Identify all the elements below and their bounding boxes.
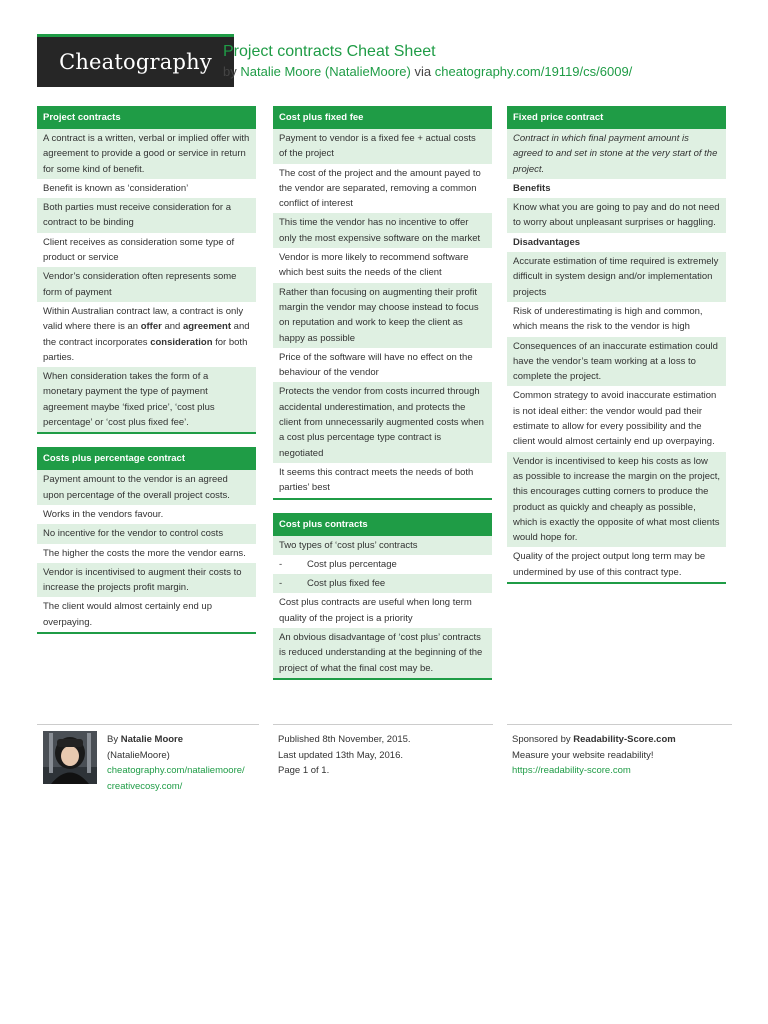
- byline: [223, 63, 632, 81]
- table-row: [507, 252, 726, 302]
- row-text: It seems this contract meets the needs of both parties’ best: [279, 466, 474, 494]
- footer-publish-info: [278, 732, 411, 779]
- row-text: Two types of ‘cost plus’ contracts: [279, 539, 418, 551]
- table-row: [273, 248, 492, 283]
- section-title: Fixed price contract: [507, 106, 726, 129]
- footer-updated: Last updated 13th May, 2016.: [278, 749, 403, 761]
- row-text: Common strategy to avoid inaccurate estimation is not ideal either: the vendor would pad their estimate to allow for every possibility and the client would almost certainly end up overpaying.: [513, 390, 717, 448]
- footer-author-line: [107, 732, 245, 748]
- author-avatar: [43, 731, 97, 784]
- section-box: [37, 447, 256, 634]
- table-row: [273, 348, 492, 383]
- table-row: [507, 452, 726, 548]
- table-row: [37, 367, 256, 432]
- table-row: [37, 563, 256, 598]
- footer-sponsor-tagline: Measure your website readability!: [512, 749, 654, 761]
- row-text: The client would almost certainly end up overpaying.: [43, 601, 212, 628]
- footer-page: Page 1 of 1.: [278, 765, 330, 776]
- table-row: [507, 337, 726, 387]
- footer-author-handle: (NatalieMoore): [107, 749, 170, 761]
- row-text: Both parties must receive consideration for a contract to be binding: [43, 202, 231, 229]
- section-title: Cost plus contracts: [273, 513, 492, 536]
- row-text: When consideration takes the form of a monetary payment the type of payment agreement maybe ‘fixed price’, ‘cost plus percentage’ or ‘cost plus fixed fee’.: [43, 371, 215, 429]
- row-text: Vendor is incentivised to keep his costs as low as possible to increase the margin on the project, this encourages cutting corners to produce the product as quickly and cheaply as possible, which is exactly the opposite of what most clients would hope for.: [513, 455, 721, 544]
- section-box: [273, 513, 492, 680]
- sheet-url-link[interactable]: cheatography.com/19119/cs/6009/: [434, 64, 633, 79]
- row-text: Rather than focusing on augmenting their profit margin the vendor may choose instead to focus on reputation and work to keep the client as happy as possible: [279, 286, 479, 344]
- footer-sponsor-prefix: Sponsored by: [512, 734, 571, 745]
- row-text: Accurate estimation of time required is extremely difficult in system design and/or implementation projects: [513, 256, 719, 298]
- table-row: [273, 213, 492, 248]
- table-row: [37, 233, 256, 268]
- subheading-row: [507, 233, 726, 252]
- table-row: [273, 628, 492, 678]
- row-text: Contract in which final payment amount is agreed to and set in stone at the very start of the project.: [513, 133, 718, 175]
- section-box: [507, 106, 726, 584]
- row-text: Consequences of an inaccurate estimation could have the vendor’s team working at a loss to complete the project.: [513, 340, 718, 383]
- row-text: An obvious disadvantage of ‘cost plus’ contracts is reduced understanding at the beginning of the project of what the final cost may be.: [279, 632, 483, 674]
- footer-divider-2: [273, 724, 493, 725]
- row-text: Protects the vendor from costs incurred through accidental underestimation, and protects the client from unnecessarily augmented costs when a cost plus percentage type contract is negotiated: [279, 386, 484, 459]
- section-title: Cost plus fixed fee: [273, 106, 492, 129]
- footer: [37, 724, 732, 794]
- footer-published: Published 8th November, 2015.: [278, 734, 411, 745]
- row-text: The cost of the project and the amount payed to the vendor are separated, removing a common conflict of interest: [279, 167, 481, 210]
- table-row: [37, 129, 256, 179]
- byline-via: via: [414, 64, 432, 79]
- column-2: [273, 106, 492, 693]
- row-text: Vendor is more likely to recommend software which best suits the needs of the client: [279, 252, 469, 279]
- row-text: A contract is a written, verbal or implied offer with agreement to provide a good or service in return for some kind of benefit.: [43, 133, 250, 175]
- section-title: Costs plus percentage contract: [37, 447, 256, 470]
- footer-website-link[interactable]: creativecosy.com/: [107, 780, 183, 792]
- page-title: Project contracts Cheat Sheet: [223, 43, 436, 60]
- table-row: [37, 198, 256, 233]
- section-box: [37, 106, 256, 434]
- footer-sponsor-name: Readability-Score.com: [573, 734, 676, 745]
- row-text: Works in the vendors favour.: [43, 508, 164, 520]
- header: [37, 34, 732, 90]
- table-row: [273, 463, 492, 498]
- row-text: No incentive for the vendor to control costs: [43, 528, 224, 540]
- row-text: Benefits: [513, 182, 551, 194]
- table-row: [37, 505, 256, 524]
- footer-divider-1: [37, 724, 259, 725]
- table-row: [507, 386, 726, 451]
- section-title: Project contracts: [37, 106, 256, 129]
- row-text: Disadvantages: [513, 236, 581, 248]
- table-row: [37, 267, 256, 302]
- row-text: Risk of underestimating is high and common, which means the risk to the vendor is high: [513, 305, 703, 333]
- cheatography-logo[interactable]: [37, 34, 234, 87]
- table-row: [273, 129, 492, 164]
- logo-text: Cheatography: [59, 50, 212, 74]
- row-text: Payment amount to the vendor is an agreed upon percentage of the overall project costs.: [43, 474, 230, 501]
- row-text: The higher the costs the more the vendor earns.: [43, 547, 246, 559]
- table-row: [273, 593, 492, 628]
- table-row: [37, 597, 256, 632]
- footer-sponsor: [512, 732, 676, 779]
- author-photo-icon: [43, 731, 97, 784]
- table-row: [37, 302, 256, 367]
- table-row: [507, 129, 726, 179]
- row-text: Within Australian contract law, a contract is only valid where there is an offer and agreement and the contract incorporates consideration for both parties.: [43, 305, 250, 363]
- table-row: [507, 547, 726, 582]
- table-row: [37, 470, 256, 505]
- table-row: [37, 179, 256, 198]
- row-text: Payment to vendor is a fixed fee + actual costs of the project: [279, 133, 476, 160]
- table-row: [507, 302, 726, 337]
- table-row: [37, 524, 256, 543]
- footer-author: [107, 732, 245, 794]
- column-1: [37, 106, 256, 647]
- row-text: Quality of the project output long term may be undermined by use of this contract type.: [513, 551, 706, 578]
- footer-author-link[interactable]: cheatography.com/nataliemoore/: [107, 765, 245, 776]
- section-box: [273, 106, 492, 500]
- row-text: Cost plus fixed fee: [307, 578, 386, 590]
- row-text: Client receives as consideration some type of product or service: [43, 236, 235, 264]
- table-row: [273, 382, 492, 462]
- author-link[interactable]: Natalie Moore (NatalieMoore): [240, 64, 411, 79]
- table-row: [273, 164, 492, 214]
- table-row: [273, 555, 492, 574]
- subheading-row: [507, 179, 726, 198]
- byline-by: by: [223, 64, 237, 79]
- row-text: Cost plus contracts are useful when long term quality of the project is a priority: [279, 597, 472, 624]
- footer-divider-3: [507, 724, 732, 725]
- footer-by: By: [107, 734, 119, 745]
- title-block: [223, 42, 632, 81]
- footer-author-name: Natalie Moore: [120, 734, 184, 745]
- table-row: [273, 283, 492, 348]
- row-text: Benefit is known as ‘consideration’: [43, 182, 189, 194]
- row-dash: -: [279, 558, 283, 570]
- row-text: Know what you are going to pay and do not need to worry about unpleasant surprises or haggling.: [513, 202, 720, 229]
- footer-sponsor-link[interactable]: https://readability-score.com: [512, 765, 631, 776]
- table-row: [273, 536, 492, 555]
- row-text: Vendor is incentivised to augment their costs to increase the projects profit margin.: [43, 566, 242, 594]
- table-row: [273, 574, 492, 593]
- row-dash: -: [279, 578, 283, 590]
- row-text: This time the vendor has no incentive to offer only the most expensive software on the market: [279, 217, 481, 244]
- table-row: [37, 544, 256, 563]
- row-text: Price of the software will have no effect on the behaviour of the vendor: [279, 351, 473, 379]
- row-text: Cost plus percentage: [307, 558, 397, 570]
- row-text: Vendor’s consideration often represents some form of payment: [43, 271, 237, 298]
- table-row: [507, 198, 726, 233]
- column-3: [507, 106, 726, 597]
- footer-sponsor-line: [512, 732, 676, 748]
